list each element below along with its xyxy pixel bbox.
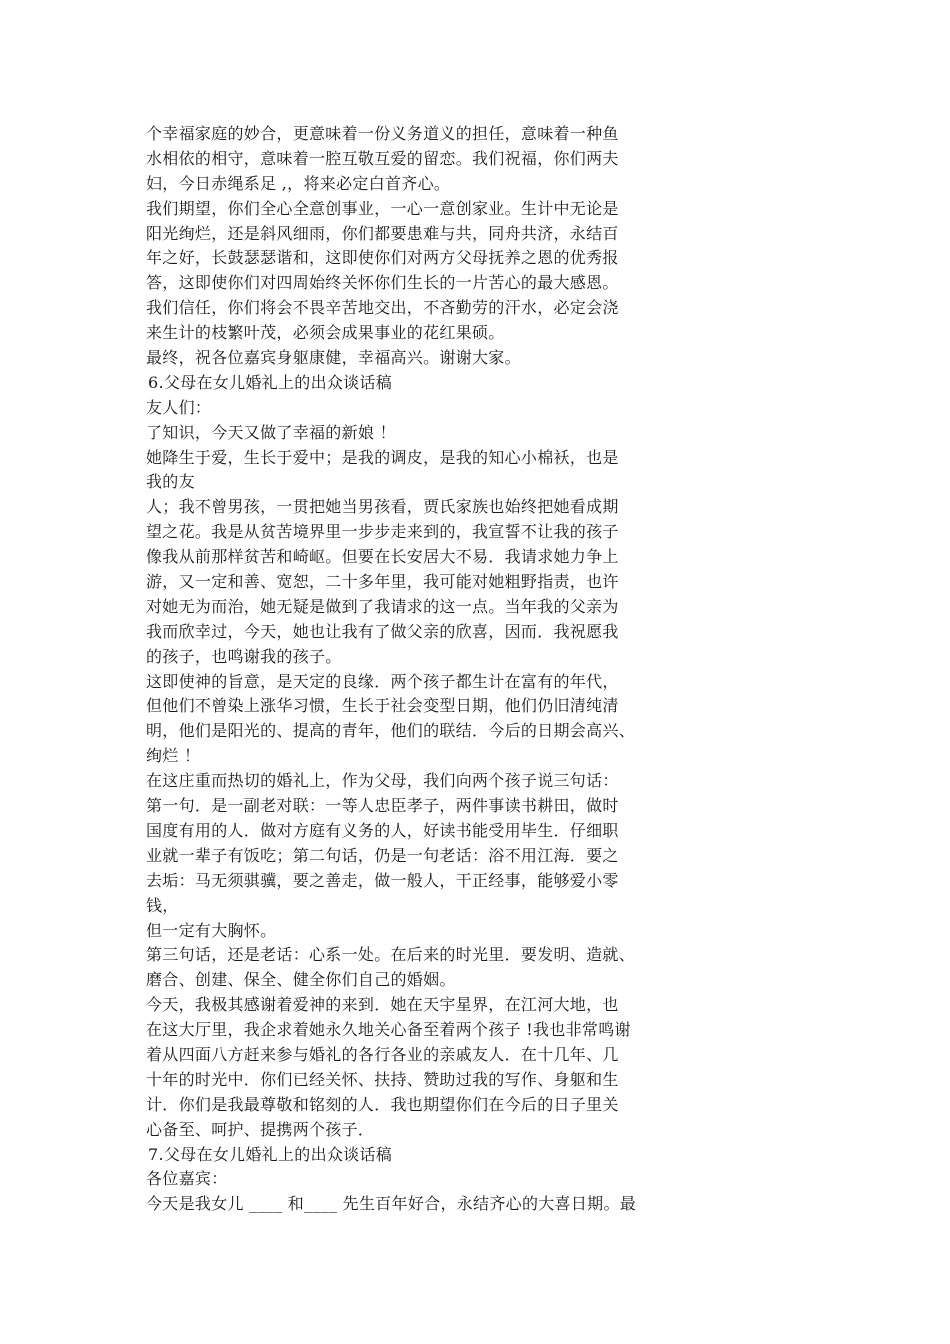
text-line: 水相依的相守，意味着一腔互敬互爱的留恋。我们祝福，你们两夫 <box>146 148 619 168</box>
section-heading: 7.父母在女儿婚礼上的出众谈话稿 <box>148 1144 393 1164</box>
text-line: 今天是我女儿 ____ 和____ 先生百年好合，永结齐心的大喜日期。最 <box>146 1194 637 1214</box>
text-line: 磨合、创建、保全、健全你们自己的婚姻。 <box>146 970 456 990</box>
text-line: 钱， <box>146 895 179 915</box>
text-line: 她降生于爱，生长于爱中；是我的调皮，是我的知心小棉袄，也是 <box>146 447 619 467</box>
text-line: 的孩子，也鸣谢我的孩子。 <box>146 646 342 666</box>
text-line: 去垢：马无须骐骥，要之善走，做一般人，干正经事，能够爱小零 <box>146 870 619 890</box>
text-line: 友人们： <box>146 397 212 417</box>
text-line: 但一定有大胸怀。 <box>146 920 277 940</box>
text-line: 十年的时光中．你们已经关怀、扶持、赞助过我的写作、身躯和生 <box>146 1069 619 1089</box>
text-line: 个幸福家庭的妙合，更意味着一份义务道义的担任，意味着一种鱼 <box>146 124 619 143</box>
text-line: 心备至、呵护、提携两个孩子． <box>146 1119 375 1139</box>
text-line: 明，他们是阳光的、提高的青年，他们的联结．今后的日期会高兴、 <box>146 721 636 741</box>
text-line: 对她无为而治，她无疑是做到了我请求的这一点。当年我的父亲为 <box>146 596 619 616</box>
text-line: 着从四面八方赶来参与婚礼的各行各业的亲戚友人．在十几年、几 <box>146 1044 619 1064</box>
text-line: 我们信任，你们将会不畏辛苦地交出，不吝勤劳的汗水，必定会浇 <box>146 298 619 318</box>
text-line: 绚烂 ！ <box>146 746 201 766</box>
text-line: 答，这即使你们对四周始终关怀你们生长的一片苦心的最大感恩。 <box>146 273 619 293</box>
text-line: 业就一辈子有饭吃；第二句话，仍是一句老话：浴不用江海．要之 <box>146 845 619 865</box>
text-line: 国度有用的人．做对方庭有义务的人，好读书能受用毕生．仔细职 <box>146 820 619 840</box>
text-line: 人；我不曾男孩，一贯把她当男孩看，贾氏家族也始终把她看成期 <box>146 497 619 517</box>
text-line: 最终，祝各位嘉宾身躯康健，幸福高兴。谢谢大家。 <box>146 348 521 368</box>
text-line: 各位嘉宾： <box>146 1169 228 1189</box>
text-line: 像我从前那样贫苦和崎岖。但要在长安居大不易．我请求她力争上 <box>146 547 619 567</box>
text-line: 望之花。我是从贫苦境界里一步步走来到的，我宣誓不让我的孩子 <box>146 522 619 542</box>
text-line: 我们期望，你们全心全意创事业，一心一意创家业。生计中无论是 <box>146 198 619 218</box>
text-line: 年之好，长鼓瑟瑟谐和，这即使你们对两方父母抚养之恩的优秀报 <box>146 248 619 268</box>
text-line: 在这庄重而热切的婚礼上，作为父母，我们向两个孩子说三句话： <box>146 771 619 791</box>
text-line: 来生计的枝繁叶茂，必须会成果事业的花红果硕。 <box>146 323 505 343</box>
text-line: 但他们不曾染上涨华习惯，生长于社会变型日期，他们仍旧清纯清 <box>146 696 619 716</box>
text-line: 阳光绚烂，还是斜风细雨，你们都要患难与共，同舟共济，永结百 <box>146 223 619 243</box>
text-line: 我的友 <box>146 472 195 492</box>
document-body <box>146 122 656 1217</box>
section-heading: 6.父母在女儿婚礼上的出众谈话稿 <box>148 372 393 392</box>
text-line: 第一句．是一副老对联：一等人忠臣孝子，两件事读书耕田，做时 <box>146 796 619 816</box>
text-line: 这即使神的旨意，是天定的良缘．两个孩子都生计在富有的年代， <box>146 671 619 691</box>
text-line: 计．你们是我最尊敬和铭刻的人．我也期望你们在今后的日子里关 <box>146 1094 619 1114</box>
text-line: 了知识，今天又做了幸福的新娘 ！ <box>146 422 396 442</box>
text-line: 妇，今日赤绳系足 ,，将来必定白首齐心。 <box>146 173 451 193</box>
text-line: 游，又一定和善、宽恕，二十多年里，我可能对她粗野指责，也许 <box>146 572 619 592</box>
text-line: 在这大厅里，我企求着她永久地关心备至着两个孩子 !我也非常鸣谢 <box>146 1020 631 1040</box>
text-line: 第三句话，还是老话：心系一处。在后来的时光里．要发明、造就、 <box>146 945 636 965</box>
text-line: 今天，我极其感谢着爱神的来到．她在天宇星界，在江河大地，也 <box>146 995 619 1015</box>
text-line: 我而欣幸过，今天，她也让我有了做父亲的欣喜，因而．我祝愿我 <box>146 621 619 641</box>
